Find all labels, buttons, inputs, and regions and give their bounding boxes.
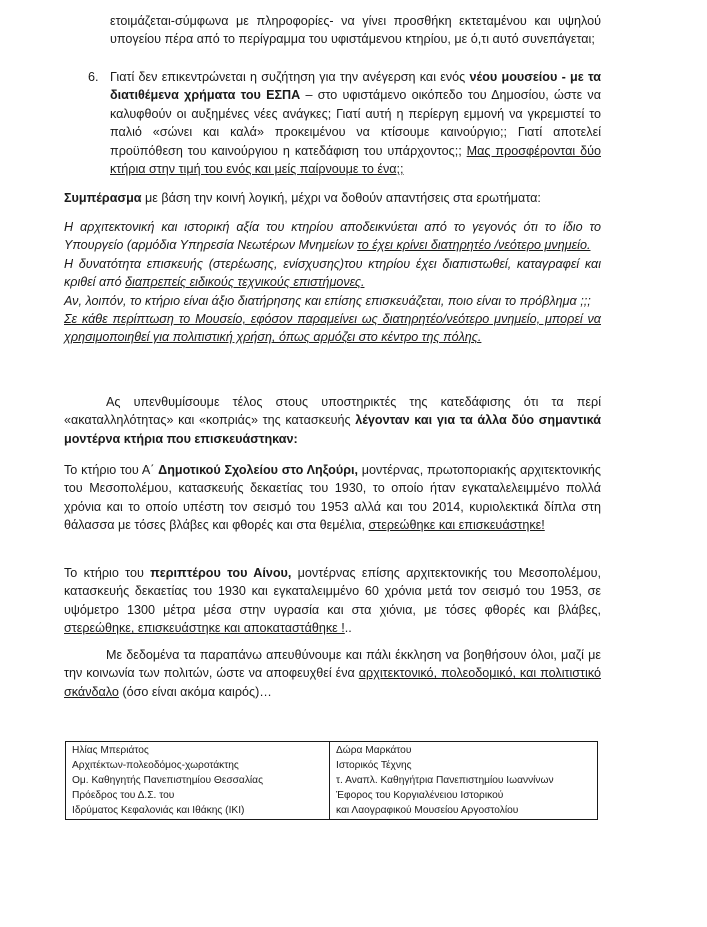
kiosk-paragraph: [64, 564, 601, 638]
school-bold: Δημοτικού Σχολείου στο Ληξούρι,: [158, 463, 358, 477]
list-item-6-number: 6.: [88, 70, 99, 84]
school-text: Το κτήριο του Α΄: [64, 463, 159, 477]
conclusion-3-text: Αν, λοιπόν, το κτήριο είναι άξιο διατήρησης και επίσης επισκευάζεται, ποιο είναι το πρόβλημα ;;;: [64, 293, 591, 308]
conclusions-block: [64, 218, 601, 347]
appeal-text: Με δεδομένα τα παραπάνω απευθύνουμε και πάλι έκκληση να βοηθήσουν όλοι, μαζί με την κοινωνία των πολιτών, ώστε να αποφευχθεί ένα: [64, 648, 601, 681]
signature-right-line: Έφορος του Κοργιαλένειου Ιστορικού: [336, 790, 504, 801]
reminder-bold: λέγονταν και για τα άλλα δύο σημαντικά μοντέρνα κτήρια που επισκευάστηκαν:: [64, 413, 601, 446]
reminder-paragraph: [64, 393, 601, 448]
list-item-5-continuation: [110, 12, 601, 49]
signature-left-line: Αρχιτέκτων-πολεοδόμος-χωροτάκτης: [72, 760, 239, 771]
conclusion-1-text: Η αρχιτεκτονική και ιστορική αξία του κτηρίου αποδεικνύεται από το γεγονός ότι το ίδιο το Υπουργείο (αρμόδια Υπηρεσία Νεωτέρων Μνημείων: [64, 220, 601, 253]
appeal-underlined: αρχιτεκτονικό, πολεοδομικό, και πολιτιστικό σκάνδαλο: [64, 666, 601, 699]
summary-label: Συμπέρασμα: [64, 191, 142, 205]
signature-right-line: και Λαογραφικού Μουσείου Αργοστολίου: [336, 805, 519, 816]
signature-right: [330, 742, 598, 820]
reminder-text: Ας υπενθυμίσουμε τέλος στους υποστηρικτές της κατεδάφισης ότι τα περί «ακαταλληλότητας» και «κοπριάς» της κατασκευής: [64, 395, 601, 428]
conclusion-2-text: Η δυνατότητα επισκευής (στερέωσης, ενίσχυσης)του κτηρίου έχει διαπιστωθεί, καταγραφεί και κριθεί από: [64, 256, 601, 290]
appeal-paragraph: [64, 646, 601, 701]
list-item-5-text: ετοιμάζεται-σύμφωνα με πληροφορίες- να γίνει προσθήκη εκτεταμένου και υψηλού υπογείου πέρα από το περίγραμμα του υφιστάμενου κτηρίου, με ό,τι αυτό συνεπάγεται;: [110, 14, 601, 47]
school-paragraph: [64, 461, 601, 535]
kiosk-tail: ..: [344, 621, 352, 636]
school-underlined: στερεώθηκε και επισκευάστηκε!: [368, 518, 545, 533]
signature-left-name: Ηλίας Μπεριάτος: [72, 745, 149, 756]
kiosk-text-cont: μοντέρνας επίσης αρχιτεκτονικής του Μεσοπολέμου, κατασκευής δεκαετίας του 1930 και εγκαταλειμμένο 60 χρόνια μετά τον σεισμό του 1953, σε υψόμετρο 1300 μέτρα μέσα στην υγρασία και στα χιόνια, με τόσες φθορές και βλάβες,: [64, 566, 601, 617]
signature-left: [66, 742, 330, 820]
list-item-6-underlined: Μας προσφέρονται δύο κτήρια στην τιμή του ενός και μείς παίρνουμε το ένα;;: [110, 143, 601, 177]
signature-left-line: Ιδρύματος Κεφαλονιάς και Ιθάκης (ΙΚΙ): [72, 805, 245, 816]
school-text-cont: μοντέρνας, πρωτοποριακής αρχιτεκτονικής του Μεσοπολέμου, κατασκευής δεκαετίας του 1930, το οποίο ήταν εγκαταλελειμμένο πολλά χρόνια και το οποίο υπέστη τον σεισμό του 1953 αλλά και του 2014, κυριολεκτικά δίπλα στη θάλασσα με τόσες βλάβες και φθορές και στα θεμέλια,: [64, 463, 601, 533]
conclusion-2: [64, 255, 601, 292]
signatures-row: [66, 742, 598, 820]
summary-text: με βάση την κοινή λογική, μέχρι να δοθούν απαντήσεις στα ερωτήματα:: [141, 191, 541, 205]
conclusion-4-underlined: Σε κάθε περίπτωση το Μουσείο, εφόσον παραμείνει ως διατηρητέο/νεότερο μνημείο, μπορεί να χρησιμοποιηθεί για πολιτιστική χρήση, όπως αρμόζει στο κέντρο της πόλης.: [64, 312, 601, 345]
signature-left-line: Πρόεδρος του Δ.Σ. του: [72, 790, 175, 801]
signature-left-line: Ομ. Καθηγητής Πανεπιστημίου Θεσσαλίας: [72, 775, 263, 786]
appeal-text-cont: (όσο είναι ακόμα καιρός)…: [118, 684, 272, 699]
summary-line: [64, 189, 601, 207]
conclusion-3: [64, 292, 601, 310]
list-item-6-text: Γιατί δεν επικεντρώνεται η συζήτηση για την ανέγερση και ενός: [110, 70, 470, 84]
signature-right-name: Δώρα Μαρκάτου: [336, 745, 412, 756]
list-item-6: [110, 68, 601, 178]
kiosk-underlined: στερεώθηκε, επισκευάστηκε και αποκαταστάθηκε !: [64, 621, 345, 636]
list-item-6-bold: νέου μουσείου - με τα διατιθέμενα χρήματα του ΕΣΠΑ: [110, 70, 602, 103]
signature-right-line: Ιστορικός Τέχνης: [336, 760, 412, 771]
list-item-6-text-cont: – στο υφιστάμενο οικόπεδο του Δημοσίου, ώστε να καλυφθούν οι αυξημένες νέες ανάγκες; Γιατί αυτή η περίεργη εμμονή να γκρεμιστεί το παλιό «σώνει και καλά» προκειμένου να κτίσουμε καινούργιο;; Γιατί αποτελεί προϋπόθεση του καινούργιου η κατεδάφιση του υπάρχοντος;;: [110, 88, 601, 158]
conclusion-4: [64, 310, 601, 347]
kiosk-bold: περιπτέρου του Αίνου,: [150, 566, 292, 580]
signatures-table: [65, 741, 598, 820]
conclusion-1-underlined: το έχει κρίνει διατηρητέο /νεότερο μνημείο.: [357, 238, 591, 253]
kiosk-text: Το κτήριο του: [64, 566, 151, 580]
conclusion-1: [64, 218, 601, 255]
signature-right-line: τ. Αναπλ. Καθηγήτρια Πανεπιστημίου Ιωαννίνων: [336, 775, 554, 786]
conclusion-2-underlined: διαπρεπείς ειδικούς τεχνικούς επιστήμονες.: [125, 275, 365, 290]
